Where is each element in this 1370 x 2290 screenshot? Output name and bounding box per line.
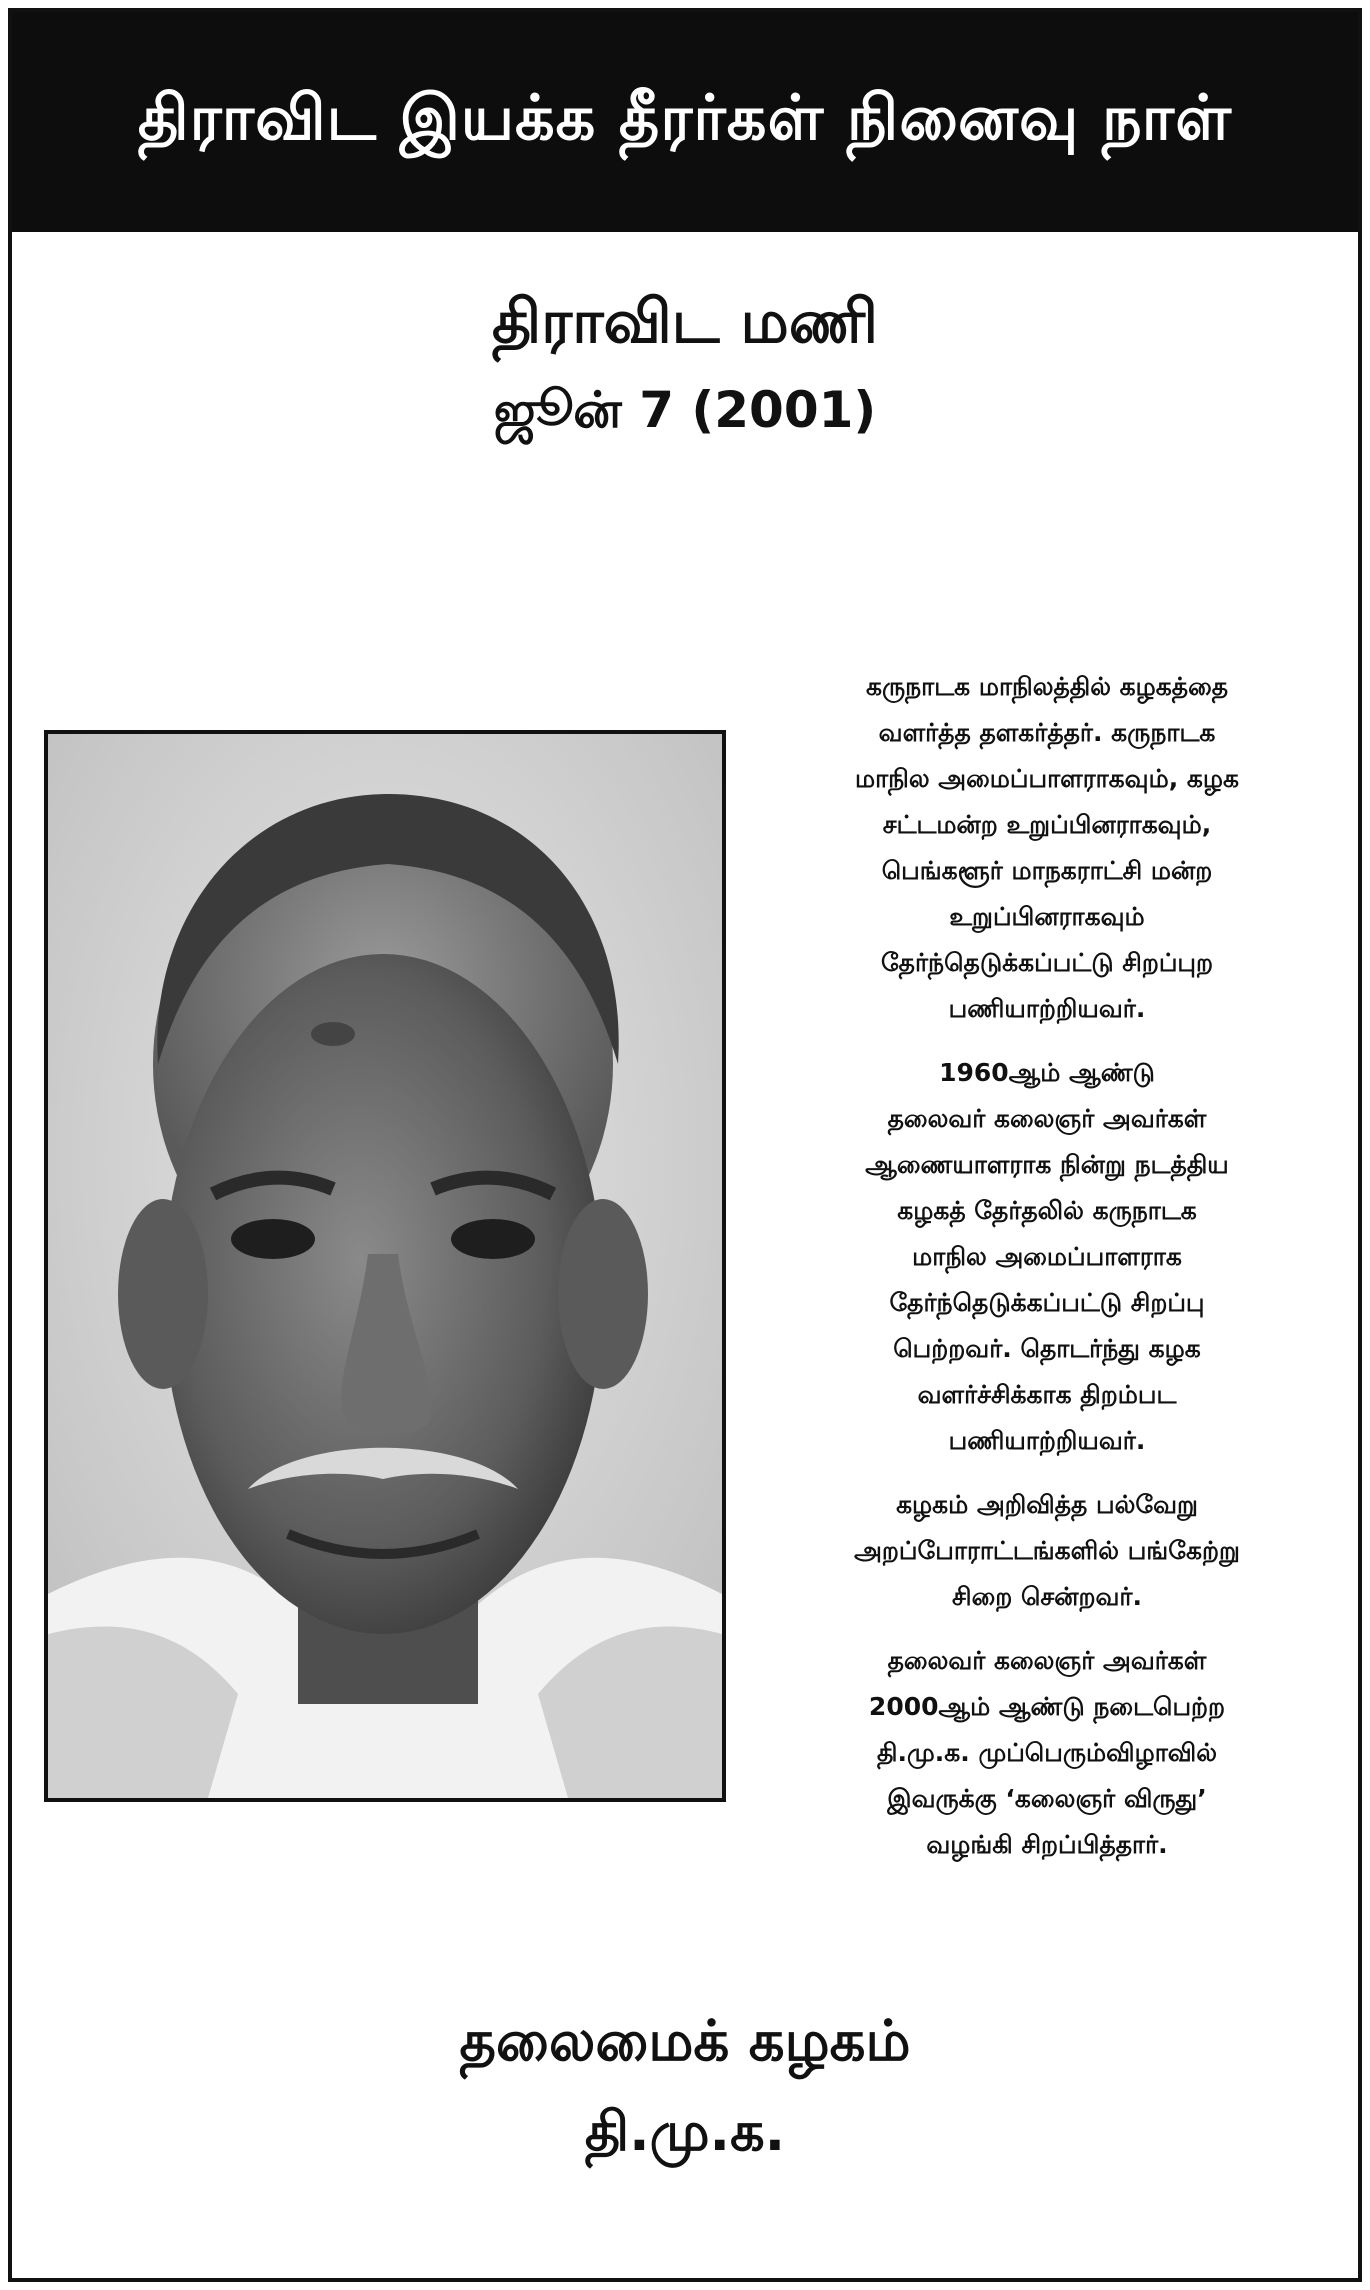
bio-paragraph (752, 1638, 1342, 1868)
memorial-notice (8, 8, 1362, 2282)
header-banner (12, 12, 1358, 232)
bio-line: ஆணையாளராக நின்று நடத்திய (865, 1150, 1229, 1179)
portrait-image (48, 734, 722, 1798)
bio-line: அறப்போராட்டங்களில் பங்கேற்று (854, 1536, 1240, 1565)
portrait-photo (44, 730, 726, 1802)
bio-line: மாநில அமைப்பாளராகவும், கழக (854, 764, 1240, 793)
bio-line: உறுப்பினராகவும் (949, 902, 1145, 931)
bio-line: பணியாற்றியவர். (948, 1426, 1146, 1455)
biography-text (752, 664, 1342, 1886)
bio-line: வழங்கி சிறப்பித்தார். (926, 1830, 1168, 1859)
bio-line: தி.மு.க. முப்பெரும்விழாவில் (877, 1738, 1217, 1767)
bio-line: பெங்களூர் மாநகராட்சி மன்ற (881, 856, 1213, 885)
bio-line: வளர்த்த தளகர்த்தர். கருநாடக (878, 718, 1216, 747)
bio-line: கருநாடக மாநிலத்தில் கழகத்தை (865, 672, 1229, 701)
bio-paragraph (752, 664, 1342, 1032)
bio-line: தலைவர் கலைஞர் அவர்கள் (887, 1104, 1207, 1133)
bio-line: பெற்றவர். தொடர்ந்து கழக (893, 1334, 1201, 1363)
bio-line: 1960ஆம் ஆண்டு (939, 1058, 1155, 1087)
bio-line: வளர்ச்சிக்காக திறம்பட (917, 1380, 1177, 1409)
party-name: தி.மு.க. (584, 2100, 786, 2163)
bio-line: சிறை சென்றவர். (951, 1582, 1142, 1611)
bio-line: 2000ஆம் ஆண்டு நடைபெற்ற (868, 1692, 1226, 1721)
header-title: திராவிட இயக்க தீரர்கள் நினைவு நாள் (137, 81, 1233, 154)
bio-line: இவருக்கு ‘கலைஞர் விருது’ (887, 1784, 1207, 1813)
bio-line: கழகத் தேர்தலில் கருநாடக (897, 1196, 1197, 1225)
bio-line: சட்டமன்ற உறுப்பினராகவும், (882, 810, 1212, 839)
name-block (12, 282, 1358, 450)
bio-paragraph (752, 1482, 1342, 1620)
bio-line: கழகம் அறிவித்த பல்வேறு (896, 1490, 1198, 1519)
person-name: திராவிட மணி (492, 287, 878, 357)
issuer-name: தலைமைக் கழகம் (459, 2009, 911, 2074)
bio-line: தேர்ந்தெடுக்கப்பட்டு சிறப்புற (880, 948, 1214, 977)
memorial-date: ஜூன் 7 (2001) (493, 381, 877, 439)
bio-line: தலைவர் கலைஞர் அவர்கள் (887, 1646, 1207, 1675)
footer-block (12, 1997, 1358, 2177)
bio-line: பணியாற்றியவர். (948, 994, 1146, 1023)
bio-line: மாநில அமைப்பாளராக (912, 1242, 1182, 1271)
bio-line: தேர்ந்தெடுக்கப்பட்டு சிறப்பு (889, 1288, 1205, 1317)
bio-paragraph (752, 1050, 1342, 1464)
